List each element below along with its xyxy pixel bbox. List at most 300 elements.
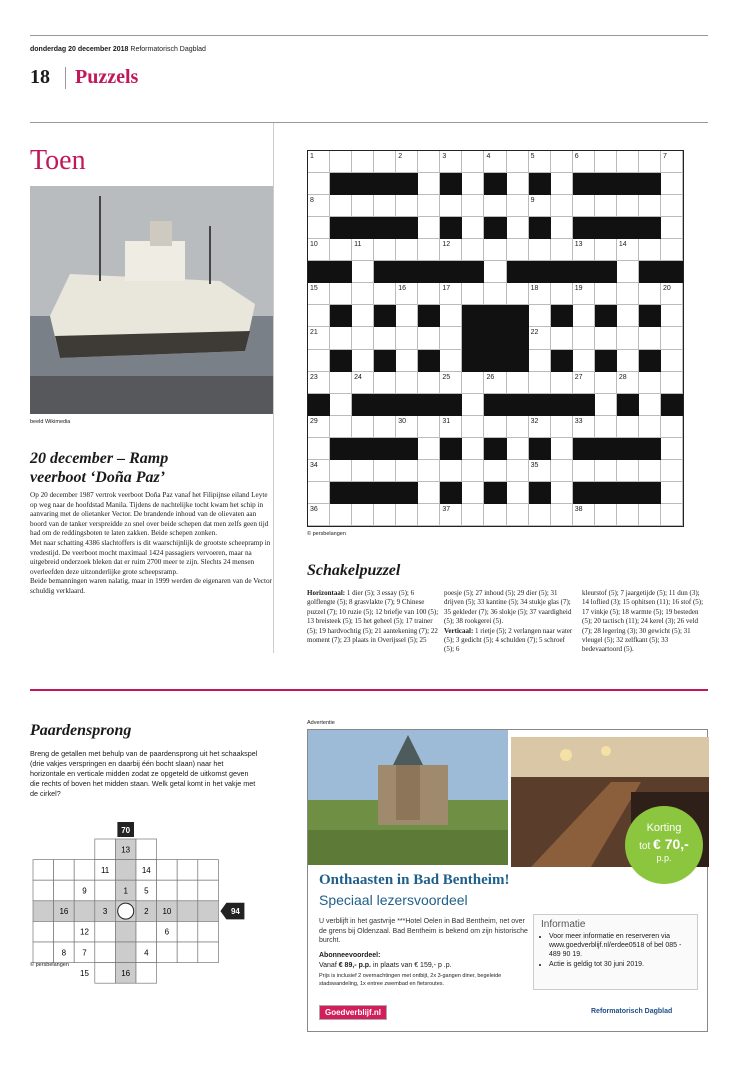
grid-cell[interactable] [374,372,396,394]
article-body: Op 20 december 1987 vertrok veerboot Doña Paz vanaf het Filipijnse eiland Leyte op weg naar de hoofdstad Manila. Tijdens de nachtelijke tocht kwam het schip in aanvaring met de olietanker Vector. De brandende inhoud van de olievaten aan boord van de tanker verspreidde zo snel over beide schepen dat men zelfs geen tijd had om de reddingsboten te laten zakken. Beide schepen zonken. Met naar schatting 4386 slachtoffers is dit waarschijnlijk de grootste scheepramp in vredestijd. De veerboot mocht maximaal 1424 passagiers vervoeren, maar na uitgebreid onderzoek bleken dat er ruim 2700 meer te zijn. Slechts 24 mensen overleefden deze uitzonderlijke grote scheepsramp. Beide bemanningen waren nalatig, maar in 1999 werden de eigenaren van de Vector schuldig verklaard. [30,491,272,595]
black-cell [595,217,617,239]
grid-cell[interactable] [484,261,506,283]
puzzle-cell [33,942,54,963]
grid-cell[interactable] [352,350,374,372]
grid-cell[interactable] [374,151,396,173]
clue-number: 30 [398,417,407,425]
grid-cell[interactable] [396,327,418,349]
grid-cell[interactable] [639,372,661,394]
puzzle-cell [74,860,95,881]
grid-cell[interactable] [330,327,352,349]
grid-cell[interactable] [551,438,573,460]
black-cell [330,350,352,372]
grid-cell[interactable] [617,327,639,349]
grid-cell[interactable] [352,460,374,482]
grid-cell[interactable] [595,372,617,394]
grid-cell[interactable] [396,305,418,327]
grid-cell[interactable] [462,283,484,305]
paardensprong-instructions: Breng de getallen met behulp van de paardensprong uit het schaakspel (drie vakjes verspringen en daarbij één bocht slaan) naar het horizontale en verticale midden zodat ze opgeteld de uitkomst geven die rechts of boven het midden staan. Welk getal komt in het vakje met de cirkel? [30,749,258,798]
grid-cell[interactable] [418,239,440,261]
black-cell [484,394,506,416]
grid-cell[interactable] [551,173,573,195]
grid-cell[interactable] [617,504,639,526]
grid-cell[interactable] [418,482,440,504]
grid-cell[interactable] [462,394,484,416]
clues-column-3: kleurstof (5); 7 jaargetijde (5); 11 dun (3); 14 loflied (3); 15 ophitsen (11); 16 stof (5); 17 vinkje (5); 18 warmte (5); 19 besteden (5); 20 tactisch (11); 24 kerel (3); 26 veld (7); 28 legering (3); 30 gewicht (5); 31 vleugel (5); 32 zelfkant (5); 33 bedevaartoord (5). [582,589,704,654]
puzzle-cell [198,880,219,901]
goedverblijf-logo: Goedverblijf.nl [319,1005,387,1020]
black-cell [330,217,352,239]
grid-cell[interactable] [330,151,352,173]
grid-cell[interactable] [462,173,484,195]
grid-cell[interactable] [661,416,683,438]
black-cell [440,482,462,504]
puzzle-cell [157,880,178,901]
black-cell [308,394,330,416]
grid-cell[interactable] [595,460,617,482]
grid-cell[interactable] [330,504,352,526]
grid-cell[interactable] [418,195,440,217]
grid-cell[interactable] [595,195,617,217]
grid-cell[interactable] [639,504,661,526]
grid-cell[interactable] [440,350,462,372]
grid-cell[interactable] [308,438,330,460]
clue-number: 7 [662,153,667,160]
grid-cell[interactable] [330,239,352,261]
grid-cell[interactable] [462,195,484,217]
grid-cell[interactable] [573,460,595,482]
clue-number: 27 [574,373,583,381]
black-cell [462,327,484,349]
grid-cell[interactable] [352,151,374,173]
black-cell [330,482,352,504]
grid-cell[interactable] [661,327,683,349]
photo-credit: beeld Wikimedia [30,419,71,425]
grid-cell[interactable] [507,460,529,482]
black-cell [573,394,595,416]
clue-number: 10 [310,241,318,249]
grid-cell[interactable] [308,173,330,195]
black-cell [374,305,396,327]
grid-cell[interactable] [507,504,529,526]
grid-cell[interactable] [529,372,551,394]
black-cell [484,327,506,349]
black-cell [573,261,595,283]
black-cell [484,305,506,327]
grid-cell[interactable] [352,261,374,283]
grid-cell[interactable] [595,151,617,173]
ad-offer: Vanaf € 89,- p.p. in plaats van € 159,- p .p. [319,962,452,969]
grid-cell[interactable] [396,372,418,394]
black-cell [440,173,462,195]
grid-cell[interactable] [440,195,462,217]
grid-cell[interactable] [639,239,661,261]
puzzle-cell [33,901,54,922]
grid-cell[interactable] [440,460,462,482]
grid-cell[interactable] [418,217,440,239]
puzzle-cell [74,901,95,922]
clue-number: 3 [442,153,447,160]
black-cell [573,217,595,239]
puzzle-cell [157,860,178,881]
grid-cell[interactable] [352,283,374,305]
grid-cell[interactable] [462,504,484,526]
grid-cell[interactable] [507,195,529,217]
puzzle-cell [198,921,219,942]
black-cell [639,438,661,460]
puzzle-cell [136,963,157,984]
grid-cell[interactable] [418,327,440,349]
grid-cell[interactable] [551,239,573,261]
grid-cell[interactable] [661,460,683,482]
crossword-credit: © persbelangen [307,531,346,537]
grid-cell[interactable] [617,305,639,327]
grid-cell[interactable] [396,460,418,482]
clue-number: 28 [618,373,627,381]
grid-cell[interactable] [484,283,506,305]
puzzle-number: 5 [144,886,149,896]
black-cell [595,305,617,327]
grid-cell[interactable] [617,261,639,283]
grid-cell[interactable] [440,305,462,327]
clue-number: 18 [530,285,539,293]
grid-cell[interactable] [639,327,661,349]
grid-cell[interactable] [617,283,639,305]
grid-cell[interactable] [352,195,374,217]
clue-number: 21 [310,329,318,337]
ad-subheadline: Speciaal lezersvoordeel [319,892,468,908]
grid-cell[interactable] [330,195,352,217]
black-cell [529,482,551,504]
black-cell [551,261,573,283]
grid-cell[interactable] [661,217,683,239]
clue-number: 12 [442,241,451,249]
grid-cell[interactable] [418,151,440,173]
black-cell [396,217,418,239]
grid-cell[interactable] [507,217,529,239]
puzzle-cell [177,901,198,922]
grid-cell[interactable] [330,394,352,416]
black-cell [639,482,661,504]
black-cell [330,173,352,195]
puzzle-cell [157,942,178,963]
black-cell [462,305,484,327]
black-cell [507,261,529,283]
black-cell [418,394,440,416]
grid-cell[interactable] [661,482,683,504]
grid-cell[interactable] [308,305,330,327]
grid-cell[interactable] [374,239,396,261]
puzzle-number: 4 [144,948,149,958]
grid-cell[interactable] [462,416,484,438]
grid-cell[interactable] [418,504,440,526]
clues-column-2: poesje (5); 27 inhoud (5); 29 dier (5); 31 drijven (5); 33 kantine (5); 34 stukje glas (7); 35 gekleder (7); 36 slokje (5); 37 vaardigheid (5); 38 rookgerei (5). Verticaal: 1 rietje (5); 2 verlangen naar water (5); 3 gedicht (5); 4 schulden (7); 5 schroef (5); 6 [444,589,573,654]
clue-number: 25 [442,373,451,381]
advertisement[interactable] [307,729,708,1032]
grid-cell[interactable] [617,460,639,482]
black-cell [661,261,683,283]
black-cell [330,438,352,460]
grid-cell[interactable] [352,504,374,526]
grid-cell[interactable] [617,151,639,173]
grid-cell[interactable] [462,217,484,239]
black-cell [551,394,573,416]
black-cell [529,261,551,283]
grid-cell[interactable] [551,372,573,394]
header-rule [30,122,708,123]
puzzle-number: 8 [61,948,67,958]
info-title: Informatie [541,919,586,930]
grid-cell[interactable] [440,327,462,349]
puzzle-cell [115,860,136,881]
grid-cell[interactable] [617,350,639,372]
grid-cell[interactable] [330,460,352,482]
grid-cell[interactable] [639,195,661,217]
clue-number: 34 [310,461,318,469]
grid-cell[interactable] [374,504,396,526]
grid-cell[interactable] [374,416,396,438]
grid-cell[interactable] [352,416,374,438]
clue-number: 36 [310,505,318,513]
grid-cell[interactable] [551,504,573,526]
puzzle-cell [177,880,198,901]
grid-cell[interactable] [573,350,595,372]
ship-photo [30,186,273,414]
grid-cell[interactable] [374,460,396,482]
clue-number: 8 [310,197,314,205]
grid-cell[interactable] [573,305,595,327]
grid-cell[interactable] [551,283,573,305]
grid-cell[interactable] [484,195,506,217]
black-cell [484,217,506,239]
black-cell [418,305,440,327]
grid-cell[interactable] [418,173,440,195]
black-cell [573,482,595,504]
grid-cell[interactable] [308,350,330,372]
puzzle-cell [54,880,75,901]
crossword-grid[interactable] [307,150,684,527]
grid-cell[interactable] [396,504,418,526]
black-cell [440,438,462,460]
puzzle-number: 12 [80,927,89,937]
grid-cell[interactable] [573,327,595,349]
grid-cell[interactable] [661,438,683,460]
grid-cell[interactable] [661,305,683,327]
grid-cell[interactable] [330,416,352,438]
advertisement-label: Advertentie [307,720,335,726]
grid-cell[interactable] [595,283,617,305]
puzzle-number: 9 [82,886,87,896]
grid-cell[interactable] [617,416,639,438]
grid-cell[interactable] [639,283,661,305]
puzzle-number: 14 [141,865,151,875]
clue-number: 1 [310,153,314,160]
info-item: • Actie is geldig tot 30 juni 2019. [549,960,690,969]
black-cell [529,173,551,195]
black-cell [396,394,418,416]
clue-number: 17 [442,285,451,293]
grid-cell[interactable] [462,239,484,261]
puzzle-cell [54,860,75,881]
grid-cell[interactable] [529,504,551,526]
grid-cell[interactable] [507,173,529,195]
grid-cell[interactable] [595,239,617,261]
grid-cell[interactable] [617,195,639,217]
grid-cell[interactable] [507,151,529,173]
grid-cell[interactable] [661,239,683,261]
grid-cell[interactable] [529,305,551,327]
clue-number: 24 [354,373,362,381]
puzzle-number: 15 [80,968,89,978]
grid-cell[interactable] [595,504,617,526]
grid-cell[interactable] [396,350,418,372]
grid-cell[interactable] [484,239,506,261]
puzzle-cell [33,880,54,901]
grid-cell[interactable] [484,416,506,438]
section-rule [30,689,708,691]
grid-cell[interactable] [507,438,529,460]
top-rule [30,35,708,36]
clue-number: 38 [574,505,583,513]
puzzle-cell [115,921,136,942]
black-cell [595,261,617,283]
grid-cell[interactable] [507,482,529,504]
grid-cell[interactable] [484,504,506,526]
black-cell [484,350,506,372]
info-box [533,914,698,990]
black-cell [595,350,617,372]
grid-cell[interactable] [639,151,661,173]
clue-number: 20 [662,285,671,293]
clue-number: 16 [398,285,407,293]
grid-cell[interactable] [661,195,683,217]
puzzle-cell [177,942,198,963]
grid-cell[interactable] [595,394,617,416]
black-cell [374,350,396,372]
grid-cell[interactable] [418,283,440,305]
grid-cell[interactable] [551,195,573,217]
grid-cell[interactable] [661,350,683,372]
puzzle-cell [33,921,54,942]
clue-number: 4 [486,153,491,160]
grid-cell[interactable] [551,327,573,349]
grid-cell[interactable] [396,195,418,217]
black-cell [352,394,374,416]
black-cell [418,350,440,372]
grid-cell[interactable] [551,482,573,504]
grid-cell[interactable] [330,372,352,394]
grid-cell[interactable] [551,460,573,482]
black-cell [529,438,551,460]
reformatorisch-dagblad-logo: Reformatorisch Dagblad [591,1008,673,1015]
grid-cell[interactable] [418,438,440,460]
black-cell [573,438,595,460]
grid-cell[interactable] [462,438,484,460]
clue-number: 6 [574,153,579,160]
grid-cell[interactable] [529,350,551,372]
toen-label: Toen [30,145,86,176]
black-cell [617,217,639,239]
puzzle-cell [177,921,198,942]
black-cell [507,305,529,327]
grid-cell[interactable] [462,460,484,482]
grid-cell[interactable] [374,195,396,217]
ad-offer-details: Prijs is inclusief 2 overnachtingen met ontbijt, 2x 3-gangen diner, begeleide stadswandeling, 1x entree zwembad en fietsroutes. [319,973,502,987]
grid-cell[interactable] [308,217,330,239]
grid-cell[interactable] [418,372,440,394]
grid-cell[interactable] [639,460,661,482]
grid-cell[interactable] [462,372,484,394]
grid-cell[interactable] [551,416,573,438]
grid-cell[interactable] [418,460,440,482]
grid-cell[interactable] [551,151,573,173]
black-cell [374,438,396,460]
clue-number: 13 [574,241,583,249]
grid-cell[interactable] [374,283,396,305]
black-cell [374,217,396,239]
schakelpuzzel-title: Schakelpuzzel [307,562,401,579]
answer-circle [118,903,134,919]
grid-cell[interactable] [396,239,418,261]
black-cell [595,482,617,504]
grid-cell[interactable] [661,504,683,526]
black-cell [573,173,595,195]
grid-cell[interactable] [374,327,396,349]
paardensprong-grid[interactable] [28,820,248,978]
black-cell [352,482,374,504]
black-cell [639,173,661,195]
grid-cell[interactable] [639,416,661,438]
grid-cell[interactable] [507,283,529,305]
grid-cell[interactable] [661,372,683,394]
grid-cell[interactable] [352,305,374,327]
grid-cell[interactable] [573,195,595,217]
grid-cell[interactable] [661,173,683,195]
clue-number: 15 [310,285,318,293]
paardensprong-credit: © persbelangen [30,962,69,968]
puzzle-cell [95,963,116,984]
black-cell [639,350,661,372]
grid-cell[interactable] [595,416,617,438]
clue-number: 26 [486,373,495,381]
black-cell [374,394,396,416]
grid-cell[interactable] [330,283,352,305]
grid-cell[interactable] [551,217,573,239]
black-cell [396,261,418,283]
grid-cell[interactable] [418,416,440,438]
grid-cell[interactable] [507,239,529,261]
puzzle-number: 6 [164,927,170,937]
clue-number: 33 [574,417,583,425]
grid-cell[interactable] [507,416,529,438]
puzzle-cell [136,839,157,860]
clue-number: 11 [354,241,362,249]
grid-cell[interactable] [462,151,484,173]
info-list [541,932,690,969]
grid-cell[interactable] [462,482,484,504]
grid-cell[interactable] [529,239,551,261]
clue-number: 32 [530,417,539,425]
grid-cell[interactable] [308,482,330,504]
grid-cell[interactable] [639,394,661,416]
black-cell [396,173,418,195]
grid-cell[interactable] [595,327,617,349]
puzzle-number: 7 [82,948,87,958]
grid-cell[interactable] [484,460,506,482]
clue-number: 35 [530,461,539,469]
grid-cell[interactable] [352,327,374,349]
grid-cell[interactable] [507,372,529,394]
